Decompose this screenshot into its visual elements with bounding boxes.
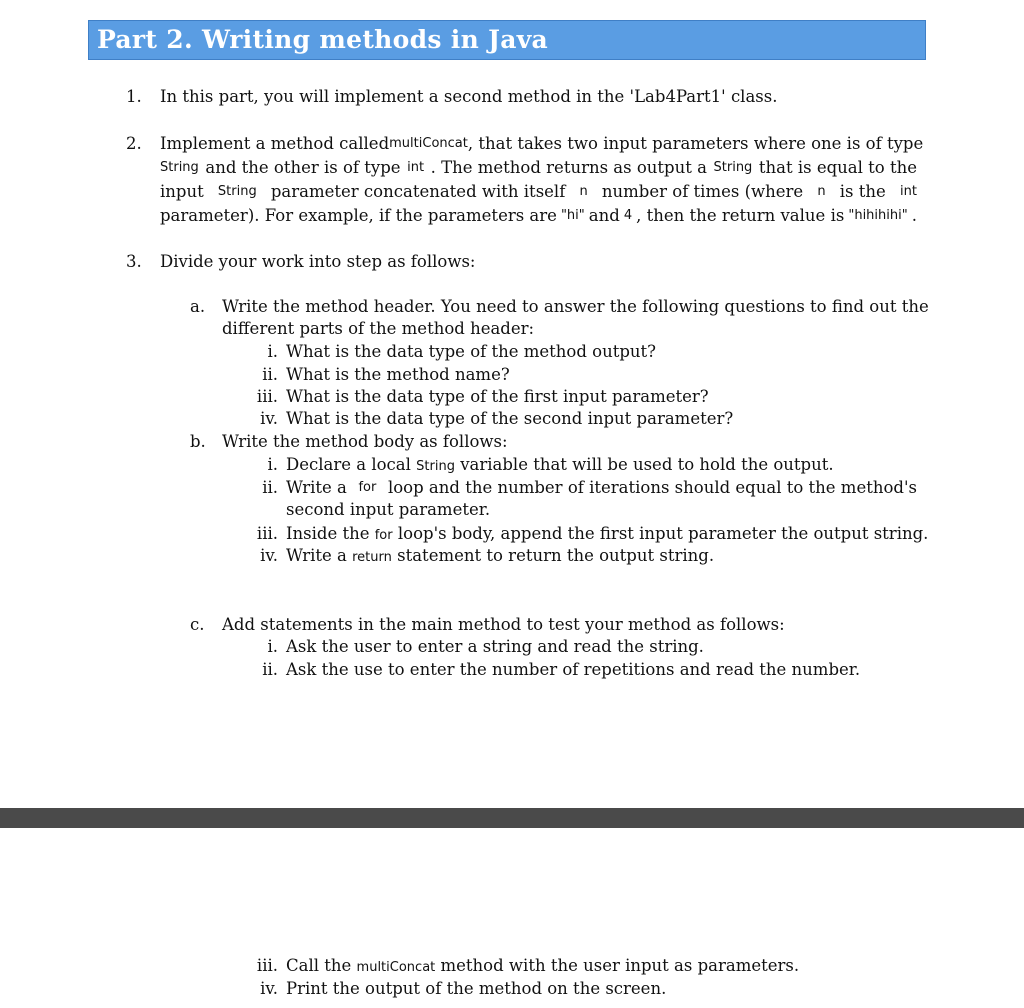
text-fragment: , that takes two input parameters where one is of type	[467, 134, 924, 153]
sub-item-text: What is the method name?	[286, 365, 510, 384]
code-fragment: "hi"	[560, 208, 585, 223]
code-fragment: n	[817, 184, 826, 199]
section-header-banner	[88, 20, 926, 60]
text-fragment: Inside the	[286, 524, 370, 543]
code-fragment: String	[713, 160, 753, 175]
sub-item-number: iv.	[260, 546, 278, 565]
step-a-line-1: Write the method header. You need to answer the following questions to find out the	[222, 297, 929, 316]
text-fragment: number of times (where	[601, 182, 804, 201]
code-fragment: return	[352, 550, 392, 565]
item-number: 3.	[126, 252, 142, 271]
item-number: 1.	[126, 87, 142, 106]
code-fragment: 4	[623, 208, 633, 223]
item-2-line-1	[160, 133, 924, 155]
sub-item-text: What is the data type of the second input parameter?	[286, 409, 734, 428]
step-b-line-1: Write the method body as follows:	[222, 432, 508, 451]
code-fragment: int	[407, 160, 425, 175]
text-fragment: variable that will be used to hold the output.	[460, 455, 834, 474]
sub-item-number: ii.	[262, 660, 278, 679]
code-fragment: String	[160, 160, 199, 175]
text-fragment: Write a	[286, 478, 347, 497]
sub-item-number: i.	[267, 637, 278, 656]
text-fragment: Call the	[286, 956, 352, 975]
code-fragment: n	[579, 184, 588, 199]
sub-item-text	[286, 523, 928, 547]
code-fragment: String	[217, 184, 257, 199]
sub-item-text	[286, 545, 714, 569]
sub-item-text: Ask the user to enter a string and read the string.	[286, 637, 704, 656]
text-fragment: Write a	[286, 546, 347, 565]
code-fragment: multiConcat	[356, 960, 436, 975]
sub-item-text: What is the data type of the first input parameter?	[286, 387, 709, 406]
text-fragment: and the other is of type	[205, 158, 401, 177]
section-title: Part 2. Writing methods in Java	[97, 25, 549, 54]
page-break-divider	[0, 808, 1024, 828]
sub-item-text	[286, 477, 917, 499]
step-letter: c.	[190, 615, 205, 634]
item-number: 2.	[126, 134, 142, 153]
item-3-text: Divide your work into step as follows:	[160, 252, 476, 271]
item-2-line-3	[160, 181, 917, 203]
code-fragment: "hihihihi"	[848, 208, 908, 223]
text-fragment: parameter). For example, if the parameters are	[160, 206, 557, 225]
text-fragment: .	[911, 206, 917, 225]
sub-item-number: iii.	[256, 956, 278, 975]
text-fragment: input	[160, 182, 204, 201]
text-fragment: loop and the number of iterations should equal to the method's	[387, 478, 917, 497]
text-fragment: . The method returns as output a	[430, 158, 707, 177]
sub-item-number: iii.	[256, 387, 278, 406]
code-fragment: for	[358, 480, 377, 495]
sub-item-number: iii.	[256, 524, 278, 543]
item-1-text: In this part, you will implement a second method in the 'Lab4Part1' class.	[160, 87, 778, 106]
sub-item-number: ii.	[262, 478, 278, 497]
code-fragment: multiConcat	[389, 136, 468, 151]
sub-item-text: What is the data type of the method output?	[286, 342, 657, 361]
text-fragment: that is equal to the	[758, 158, 917, 177]
code-fragment: String	[416, 459, 455, 474]
text-fragment: method with the user input as parameters.	[440, 956, 800, 975]
sub-item-text-continuation: second input parameter.	[286, 500, 491, 519]
sub-item-number: iv.	[260, 409, 278, 428]
text-fragment: parameter concatenated with itself	[270, 182, 566, 201]
text-fragment: Implement a method called	[160, 134, 390, 153]
step-a-line-2: different parts of the method header:	[222, 319, 535, 338]
sub-item-text	[286, 955, 799, 979]
text-fragment: loop's body, append the first input parameter the output string.	[397, 524, 929, 543]
step-letter: a.	[190, 297, 206, 316]
sub-item-text: Ask the use to enter the number of repetitions and read the number.	[286, 660, 861, 679]
sub-item-number: i.	[267, 342, 278, 361]
code-fragment: int	[899, 184, 917, 199]
step-letter: b.	[190, 432, 206, 451]
text-fragment: , then the return value is	[636, 206, 845, 225]
text-fragment: and	[588, 206, 620, 225]
sub-item-number: ii.	[262, 365, 278, 384]
text-fragment: is the	[839, 182, 886, 201]
item-2-line-2	[160, 157, 917, 179]
step-c-line-1: Add statements in the main method to test your method as follows:	[222, 615, 785, 634]
code-fragment: for	[374, 528, 393, 543]
text-fragment: Declare a local	[286, 455, 411, 474]
sub-item-text	[286, 454, 834, 478]
item-2-line-4	[160, 205, 917, 227]
text-fragment: statement to return the output string.	[397, 546, 715, 565]
sub-item-number: i.	[267, 455, 278, 474]
sub-item-text: Print the output of the method on the screen.	[286, 979, 667, 998]
sub-item-number: iv.	[260, 979, 278, 998]
